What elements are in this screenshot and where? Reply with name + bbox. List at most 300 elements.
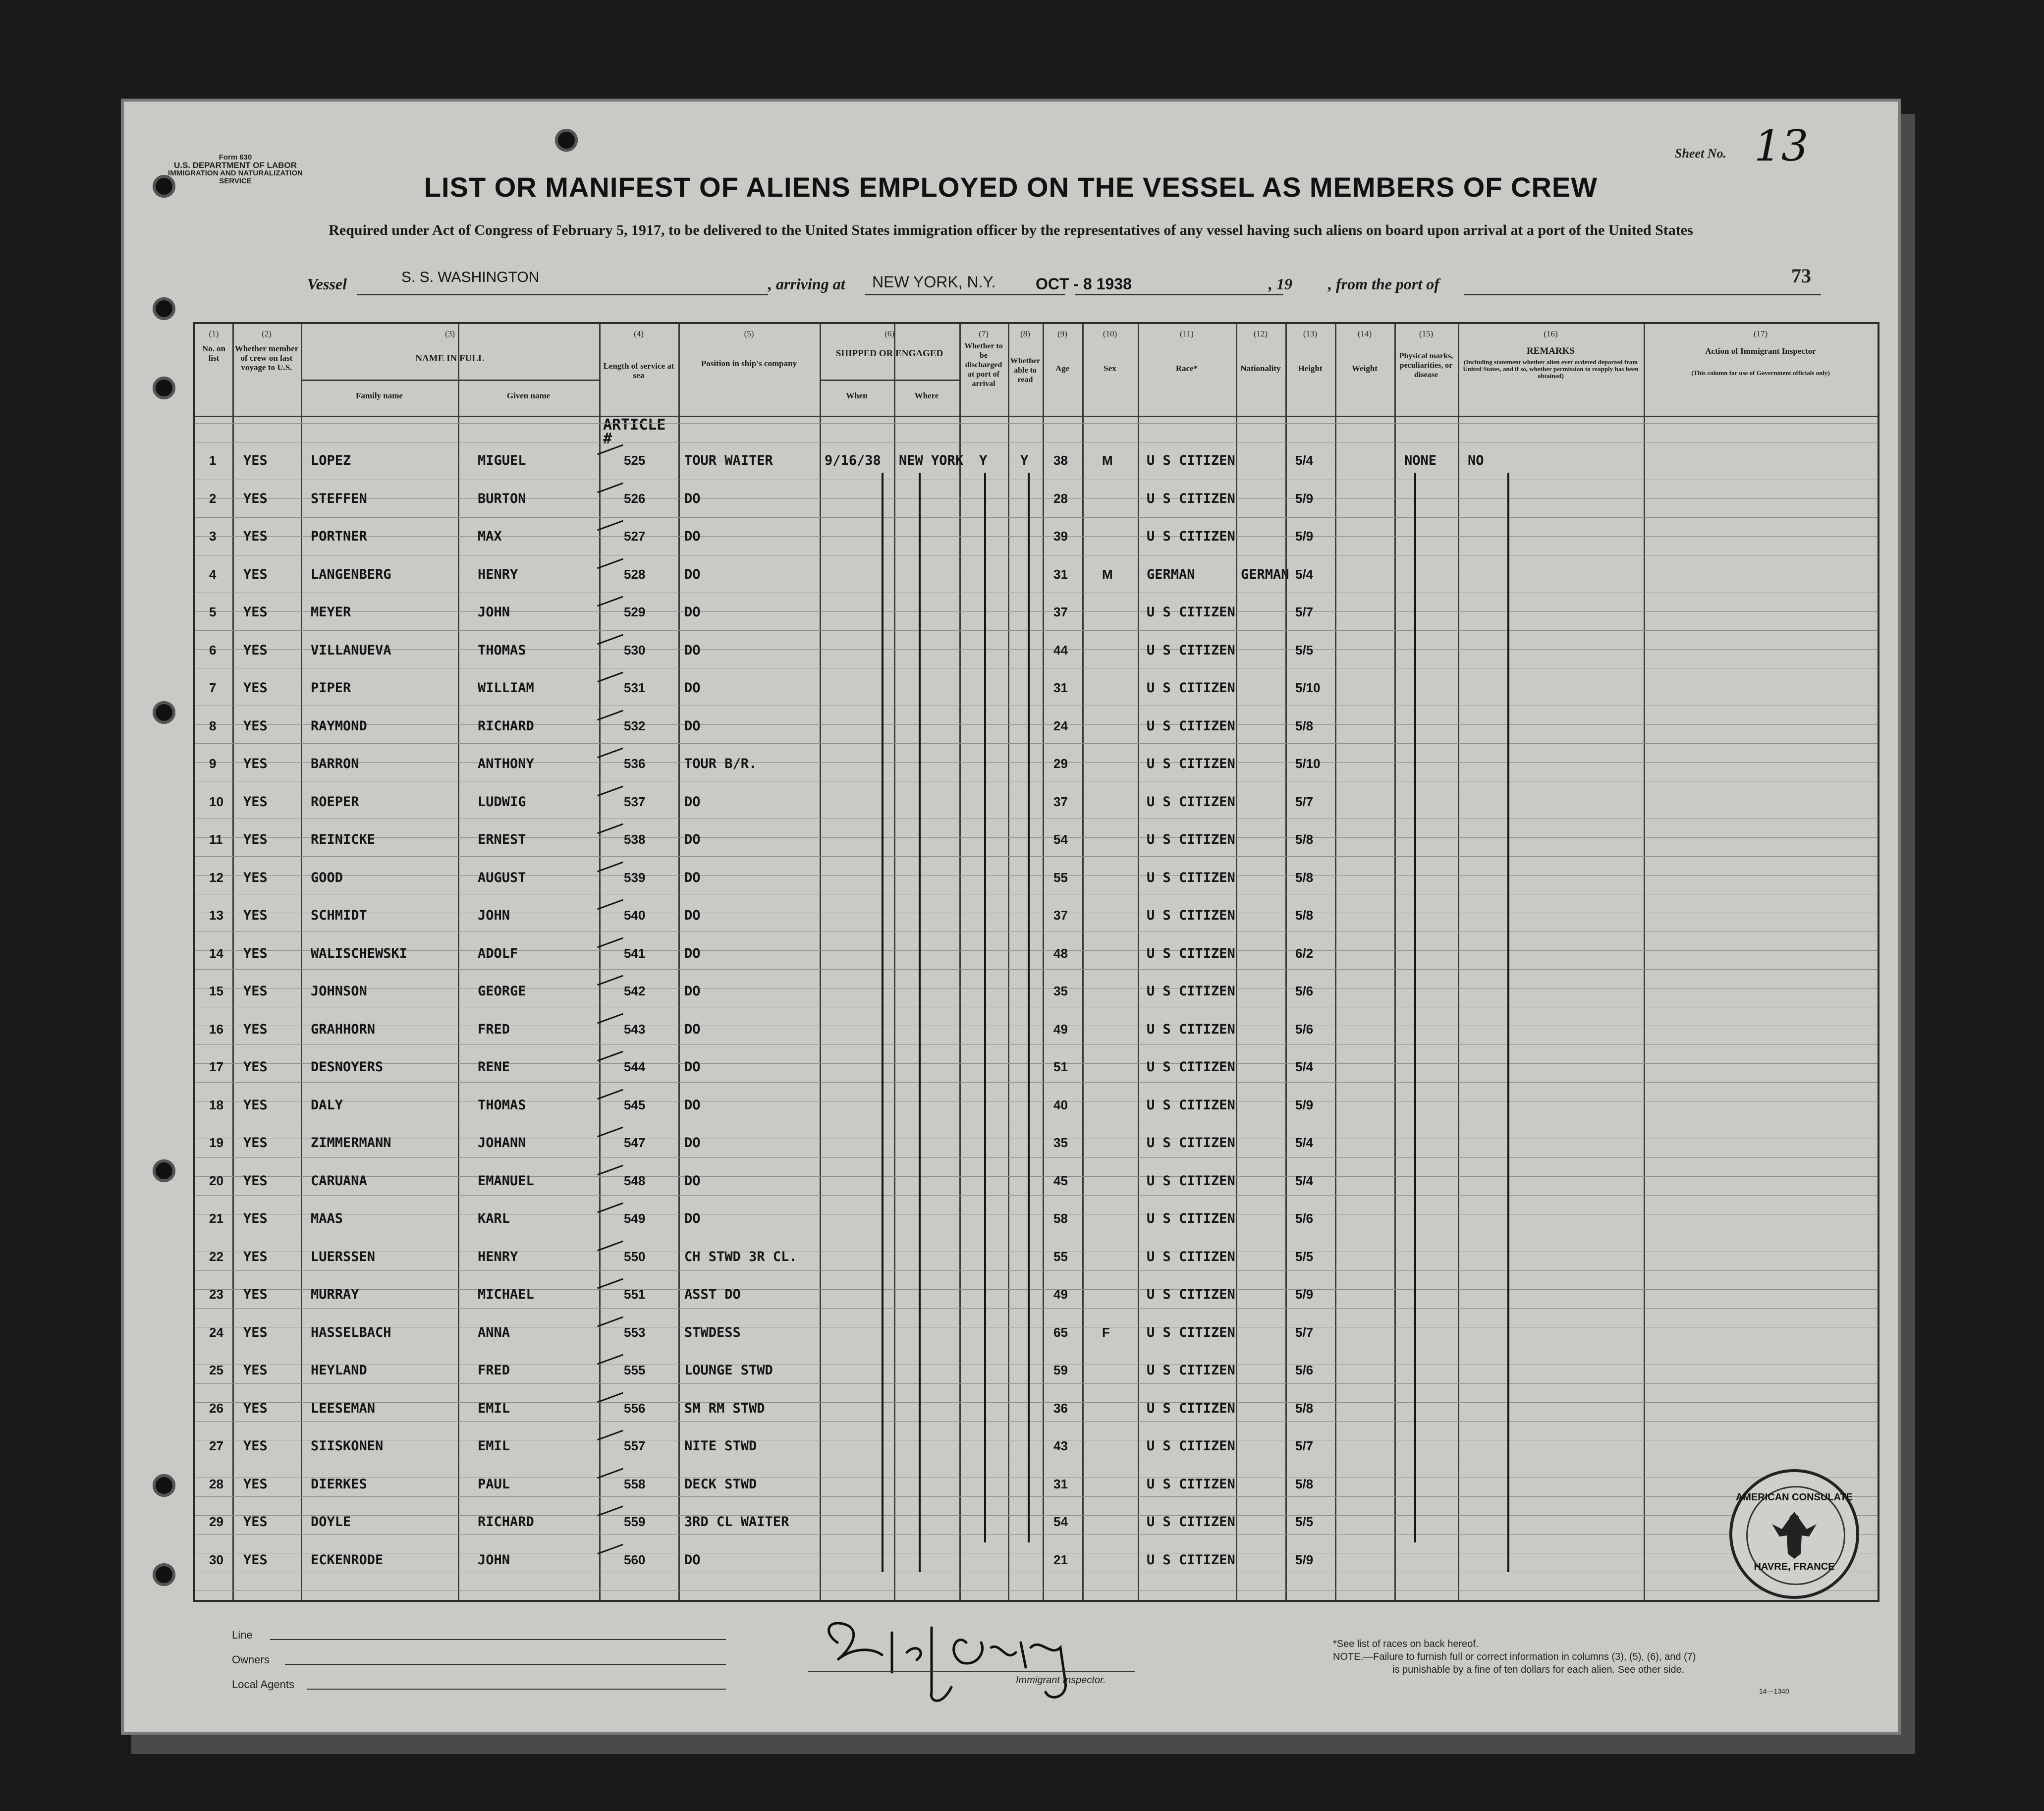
length-of-service: 560: [624, 1552, 646, 1567]
tick-mark: [597, 1051, 623, 1062]
member-prev-voyage: YES: [243, 1021, 268, 1037]
race: U S CITIZEN: [1147, 680, 1235, 696]
tick-mark: [597, 1127, 623, 1138]
column-number: (6): [884, 329, 894, 338]
header-remarks: REMARKS: [1526, 346, 1575, 356]
member-prev-voyage: YES: [243, 1552, 268, 1568]
member-prev-voyage: YES: [243, 908, 268, 923]
tick-mark: [597, 937, 623, 948]
length-of-service: 550: [624, 1249, 646, 1264]
header-shipped: SHIPPED OR ENGAGED: [835, 348, 943, 359]
ship-position: DO: [684, 1173, 701, 1189]
family-name: CARUANA: [311, 1173, 367, 1189]
ditto-line: [1507, 473, 1509, 1572]
length-of-service: 545: [624, 1097, 646, 1112]
member-prev-voyage: YES: [243, 1476, 268, 1492]
race: U S CITIZEN: [1147, 718, 1235, 734]
race: U S CITIZEN: [1147, 1097, 1235, 1113]
family-name: BARRON: [311, 756, 359, 771]
age: 54: [1053, 1514, 1068, 1529]
column-number: (16): [1544, 329, 1558, 338]
member-prev-voyage: YES: [243, 870, 268, 885]
row-number: 22: [209, 1249, 223, 1264]
ship-position: DECK STWD: [684, 1476, 757, 1492]
ship-position: DO: [684, 870, 701, 885]
height: 5/5: [1295, 642, 1314, 658]
tick-mark: [597, 1316, 623, 1327]
age: 35: [1053, 1135, 1068, 1150]
given-name: MICHAEL: [478, 1287, 534, 1302]
member-prev-voyage: YES: [243, 1400, 268, 1416]
race: U S CITIZEN: [1147, 794, 1235, 810]
tick-mark: [597, 558, 623, 569]
row-number: 27: [209, 1438, 223, 1453]
given-name: HENRY: [478, 566, 518, 582]
header-action-note: (This column for use of Government officials only): [1691, 369, 1830, 377]
height: 5/8: [1295, 908, 1314, 923]
vessel-label: Vessel: [307, 275, 347, 293]
family-name: MAAS: [311, 1211, 343, 1226]
ship-position: DO: [684, 1059, 701, 1075]
column-number: (7): [979, 329, 989, 338]
nationality: GERMAN: [1241, 566, 1289, 582]
column-number: (5): [744, 329, 754, 338]
tick-mark: [597, 1203, 623, 1213]
length-of-service: 555: [624, 1363, 646, 1377]
binder-hole: [153, 1159, 175, 1182]
row-number: 9: [209, 756, 217, 771]
height: 5/7: [1295, 604, 1314, 619]
family-name: SIISKONEN: [311, 1438, 384, 1454]
row-number: 20: [209, 1173, 223, 1188]
tick-mark: [597, 1278, 623, 1289]
race: U S CITIZEN: [1147, 1211, 1235, 1226]
member-prev-voyage: YES: [243, 453, 268, 468]
ship-position: DO: [684, 984, 701, 999]
tick-mark: [597, 1392, 623, 1403]
family-name: PIPER: [311, 680, 351, 696]
header-length-service: Length of service at sea: [603, 361, 674, 380]
row-number: 29: [209, 1514, 223, 1529]
race: U S CITIZEN: [1147, 1324, 1235, 1340]
sheet-number-label: Sheet No.: [1675, 146, 1726, 161]
column-number: (13): [1303, 329, 1318, 338]
inspector-label: Immigrant Inspector.: [1016, 1675, 1106, 1686]
tick-mark: [597, 861, 623, 872]
row-number: 23: [209, 1287, 223, 1302]
ship-position: DO: [684, 1552, 701, 1568]
given-name: ADOLF: [478, 945, 518, 961]
header-age: Age: [1055, 364, 1070, 373]
tick-mark: [597, 748, 623, 759]
ship-position: DO: [684, 680, 701, 696]
family-name: MURRAY: [311, 1287, 359, 1302]
race: U S CITIZEN: [1147, 1059, 1235, 1075]
row-number: 8: [209, 718, 217, 733]
header-member-prev: Whether member of crew on last voyage to U.S.: [234, 344, 299, 372]
arrival-date: OCT - 8 1938: [1036, 275, 1132, 293]
ship-position: DO: [684, 642, 701, 658]
header-sex: Sex: [1104, 364, 1116, 373]
member-prev-voyage: YES: [243, 1211, 268, 1226]
header-position: Position in ship's company: [701, 359, 797, 368]
member-prev-voyage: YES: [243, 1287, 268, 1302]
row-number: 10: [209, 794, 223, 809]
row-number: 16: [209, 1021, 223, 1037]
length-of-service: 528: [624, 566, 646, 582]
race: U S CITIZEN: [1147, 491, 1235, 506]
form-number: Form 630: [219, 153, 252, 162]
crew-table: [193, 322, 1879, 1602]
race: U S CITIZEN: [1147, 604, 1235, 620]
ship-position: DO: [684, 832, 701, 847]
eagle-icon: [1732, 1472, 1856, 1596]
ship-position: CH STWD 3R CL.: [684, 1249, 797, 1264]
given-name: FRED: [478, 1021, 510, 1037]
line-label: Line: [232, 1629, 253, 1641]
race: U S CITIZEN: [1147, 642, 1235, 658]
height: 5/9: [1295, 1097, 1314, 1112]
tick-mark: [597, 1013, 623, 1024]
age: 65: [1053, 1324, 1068, 1340]
binder-hole: [153, 1474, 175, 1497]
tick-mark: [597, 710, 623, 720]
race: U S CITIZEN: [1147, 1287, 1235, 1302]
race: U S CITIZEN: [1147, 1552, 1235, 1568]
races-note: *See list of races on back hereof.: [1333, 1639, 1479, 1649]
header-name-in-full: NAME IN FULL: [415, 353, 485, 364]
service-name: IMMIGRATION AND NATURALIZATION SERVICE: [168, 169, 303, 185]
length-of-service: 540: [624, 908, 646, 923]
row-number: 30: [209, 1552, 223, 1567]
row-number: 28: [209, 1476, 223, 1491]
inspector-signature: [818, 1613, 1145, 1712]
age: 28: [1053, 491, 1068, 506]
race: U S CITIZEN: [1147, 1173, 1235, 1189]
row-number: 21: [209, 1211, 223, 1226]
given-name: PAUL: [478, 1476, 510, 1492]
row-number: 7: [209, 680, 217, 695]
family-name: ECKENRODE: [311, 1552, 384, 1568]
ship-position: DO: [684, 1211, 701, 1226]
height: 5/10: [1295, 756, 1321, 771]
able-to-read: Y: [1020, 453, 1029, 468]
race: U S CITIZEN: [1147, 1514, 1235, 1530]
height: 5/5: [1295, 1514, 1314, 1529]
age: 51: [1053, 1059, 1068, 1074]
tick-mark: [597, 634, 623, 645]
member-prev-voyage: YES: [243, 680, 268, 696]
given-name: JOHN: [478, 1552, 510, 1568]
row-number: 26: [209, 1400, 223, 1416]
tick-mark: [597, 1430, 623, 1441]
race: U S CITIZEN: [1147, 453, 1235, 468]
tick-mark: [597, 1468, 623, 1479]
length-of-service: 542: [624, 984, 646, 998]
family-name: MEYER: [311, 604, 351, 620]
page-subtitle: Required under Act of Congress of February 5, 1917, to be delivered to the United States immigration officer by the representatives of any vessel having such aliens on board upon arrival at a port of the United States: [329, 222, 1693, 238]
length-of-service: 526: [624, 491, 646, 506]
column-number: (4): [634, 329, 644, 338]
height: 5/9: [1295, 1552, 1314, 1567]
given-name: THOMAS: [478, 642, 526, 658]
age: 38: [1053, 453, 1068, 468]
sex: F: [1102, 1324, 1110, 1340]
header-remarks-note: (Including statement whether alien ever ordered deported from United States, and if so, whether permission to reapply has been obtained): [1463, 358, 1639, 380]
age: 35: [1053, 984, 1068, 998]
physical-marks: NONE: [1404, 453, 1437, 468]
header-where: Where: [914, 391, 939, 400]
family-name: ZIMMERMANN: [311, 1135, 391, 1151]
ship-position: DO: [684, 1021, 701, 1037]
race: U S CITIZEN: [1147, 1021, 1235, 1037]
given-name: RENE: [478, 1059, 510, 1075]
family-name: DALY: [311, 1097, 343, 1113]
length-of-service: 548: [624, 1173, 646, 1188]
given-name: ANTHONY: [478, 756, 534, 771]
ship-position: DO: [684, 529, 701, 544]
length-of-service: 529: [624, 604, 646, 619]
article-label: ARTICLE #: [603, 416, 666, 447]
row-number: 13: [209, 908, 223, 923]
given-name: GEORGE: [478, 984, 526, 999]
member-prev-voyage: YES: [243, 1135, 268, 1151]
tick-mark: [597, 785, 623, 796]
race: U S CITIZEN: [1147, 1135, 1235, 1151]
column-number: (15): [1419, 329, 1434, 338]
given-name: MAX: [478, 529, 502, 544]
family-name: LUERSSEN: [311, 1249, 376, 1264]
family-name: HEYLAND: [311, 1363, 367, 1378]
ship-position: LOUNGE STWD: [684, 1363, 773, 1378]
member-prev-voyage: YES: [243, 642, 268, 658]
member-prev-voyage: YES: [243, 756, 268, 771]
length-of-service: 558: [624, 1476, 646, 1491]
ditto-line: [1414, 473, 1416, 1542]
race: U S CITIZEN: [1147, 1363, 1235, 1378]
row-number: 6: [209, 642, 217, 658]
tick-mark: [597, 823, 623, 834]
given-name: AUGUST: [478, 870, 526, 885]
age: 31: [1053, 1476, 1068, 1491]
length-of-service: 549: [624, 1211, 646, 1226]
tick-mark: [597, 596, 623, 607]
height: 5/8: [1295, 832, 1314, 847]
given-name: EMIL: [478, 1400, 510, 1416]
header-when: When: [846, 391, 868, 400]
vessel-name: S. S. WASHINGTON: [401, 269, 540, 285]
length-of-service: 536: [624, 756, 646, 771]
tick-mark: [597, 899, 623, 910]
ship-position: DO: [684, 945, 701, 961]
discharged-at-port: Y: [979, 453, 988, 468]
ship-position: SM RM STWD: [684, 1400, 765, 1416]
tick-mark: [597, 1164, 623, 1175]
sex-first: M: [1102, 453, 1113, 468]
column-number: (9): [1057, 329, 1067, 338]
ship-position: DO: [684, 718, 701, 734]
tick-mark: [597, 482, 623, 493]
row-number: 3: [209, 529, 217, 544]
race: U S CITIZEN: [1147, 908, 1235, 923]
header-weight: Weight: [1352, 364, 1378, 373]
row-number: 2: [209, 491, 217, 506]
failure-note: NOTE.—Failure to furnish full or correct information in columns (3), (5), (6), and (7): [1333, 1651, 1696, 1662]
height: 5/7: [1295, 1324, 1314, 1340]
binder-hole: [153, 377, 175, 399]
ship-position: DO: [684, 566, 701, 582]
height: 5/5: [1295, 1249, 1314, 1264]
height: 5/8: [1295, 1476, 1314, 1491]
row-number: 5: [209, 604, 217, 619]
length-of-service: 532: [624, 718, 646, 733]
ship-position: DO: [684, 604, 701, 620]
race: U S CITIZEN: [1147, 529, 1235, 544]
ditto-line: [882, 473, 884, 1572]
length-of-service: 559: [624, 1514, 646, 1529]
header-race: Race*: [1175, 364, 1198, 373]
arriving-label: , arriving at: [768, 275, 845, 293]
family-name: RAYMOND: [311, 718, 367, 734]
header-height: Height: [1298, 364, 1323, 373]
age: 40: [1053, 1097, 1068, 1112]
row-number: 25: [209, 1363, 223, 1377]
member-prev-voyage: YES: [243, 945, 268, 961]
from-port-label: , from the port of: [1328, 275, 1439, 293]
given-name: JOHN: [478, 908, 510, 923]
length-of-service: 525: [624, 453, 646, 468]
family-name: DESNOYERS: [311, 1059, 384, 1075]
race: U S CITIZEN: [1147, 984, 1235, 999]
row-number: 24: [209, 1324, 223, 1340]
column-number: (1): [209, 329, 219, 338]
member-prev-voyage: YES: [243, 1363, 268, 1378]
column-number: (11): [1180, 329, 1194, 338]
family-name: ROEPER: [311, 794, 359, 810]
age: 29: [1053, 756, 1068, 771]
age: 31: [1053, 566, 1068, 582]
given-name: EMANUEL: [478, 1173, 534, 1189]
member-prev-voyage: YES: [243, 1514, 268, 1530]
ship-position: TOUR B/R.: [684, 756, 757, 771]
height: 5/4: [1295, 453, 1314, 468]
ditto-line: [919, 473, 921, 1572]
shipped-when: 9/16/38: [825, 453, 881, 468]
ship-position: DO: [684, 794, 701, 810]
stamp-bottom-text: HAVRE, FRANCE: [1754, 1561, 1835, 1572]
binder-hole: [153, 297, 175, 320]
header-discharged: Whether to be discharged at port of arrival: [964, 342, 1003, 388]
given-name: MIGUEL: [478, 453, 526, 468]
row-number: 4: [209, 566, 217, 582]
member-prev-voyage: YES: [243, 566, 268, 582]
height: 5/10: [1295, 680, 1321, 695]
column-number: (10): [1103, 329, 1117, 338]
header-physical: Physical marks, peculiarities, or disease: [1399, 352, 1453, 379]
height: 5/9: [1295, 1287, 1314, 1302]
member-prev-voyage: YES: [243, 832, 268, 847]
member-prev-voyage: YES: [243, 529, 268, 544]
sex: M: [1102, 566, 1113, 582]
ditto-line: [984, 473, 986, 1542]
given-name: JOHANN: [478, 1135, 526, 1151]
height: 5/6: [1295, 984, 1314, 998]
length-of-service: 538: [624, 832, 646, 847]
row-number: 15: [209, 984, 223, 998]
age: 59: [1053, 1363, 1068, 1377]
ditto-line: [1028, 473, 1030, 1542]
header-able-read: Whether able to read: [1010, 357, 1041, 384]
height: 5/6: [1295, 1363, 1314, 1377]
column-number: (8): [1020, 329, 1030, 338]
ship-position: TOUR WAITER: [684, 453, 773, 468]
consulate-stamp: [1729, 1469, 1859, 1599]
shipped-where: NEW YORK: [899, 453, 964, 468]
race: U S CITIZEN: [1147, 1438, 1235, 1454]
length-of-service: 553: [624, 1324, 646, 1340]
family-name: DOYLE: [311, 1514, 351, 1530]
department-name: U.S. DEPARTMENT OF LABOR: [173, 161, 297, 170]
height: 5/8: [1295, 718, 1314, 733]
tick-mark: [597, 520, 623, 531]
length-of-service: 557: [624, 1438, 646, 1453]
length-of-service: 547: [624, 1135, 646, 1150]
ship-position: DO: [684, 491, 701, 506]
given-name: RICHARD: [478, 718, 534, 734]
year-label: , 19: [1269, 275, 1292, 293]
row-number: 1: [209, 453, 217, 468]
member-prev-voyage: YES: [243, 984, 268, 999]
height: 5/4: [1295, 1059, 1314, 1074]
given-name: RICHARD: [478, 1514, 534, 1530]
column-number: (17): [1753, 329, 1768, 338]
arriving-port: NEW YORK, N.Y.: [872, 273, 996, 291]
page-total: 73: [1791, 265, 1811, 287]
age: 37: [1053, 604, 1068, 619]
height: 5/9: [1295, 491, 1314, 506]
column-number: (2): [262, 329, 272, 338]
race: U S CITIZEN: [1147, 870, 1235, 885]
given-name: WILLIAM: [478, 680, 534, 696]
binder-hole: [555, 129, 578, 152]
given-name: ERNEST: [478, 832, 526, 847]
height: 5/7: [1295, 794, 1314, 809]
header-nationality: Nationality: [1240, 364, 1281, 373]
member-prev-voyage: YES: [243, 1173, 268, 1189]
ship-position: ASST DO: [684, 1287, 741, 1302]
family-name: PORTNER: [311, 529, 367, 544]
tick-mark: [597, 1240, 623, 1251]
family-name: WALISCHEWSKI: [311, 945, 408, 961]
ship-position: NITE STWD: [684, 1438, 757, 1454]
given-name: FRED: [478, 1363, 510, 1378]
manifest-sheet: [124, 102, 1898, 1732]
race: U S CITIZEN: [1147, 1400, 1235, 1416]
member-prev-voyage: YES: [243, 1249, 268, 1264]
given-name: JOHN: [478, 604, 510, 620]
ship-position: 3RD CL WAITER: [684, 1514, 789, 1530]
row-number: 11: [209, 832, 223, 847]
column-number: (12): [1253, 329, 1268, 338]
given-name: BURTON: [478, 491, 526, 506]
member-prev-voyage: YES: [243, 794, 268, 810]
row-number: 14: [209, 945, 223, 961]
age: 48: [1053, 945, 1068, 961]
age: 31: [1053, 680, 1068, 695]
family-name: VILLANUEVA: [311, 642, 391, 658]
length-of-service: 541: [624, 945, 646, 961]
column-number: (3): [445, 329, 455, 338]
